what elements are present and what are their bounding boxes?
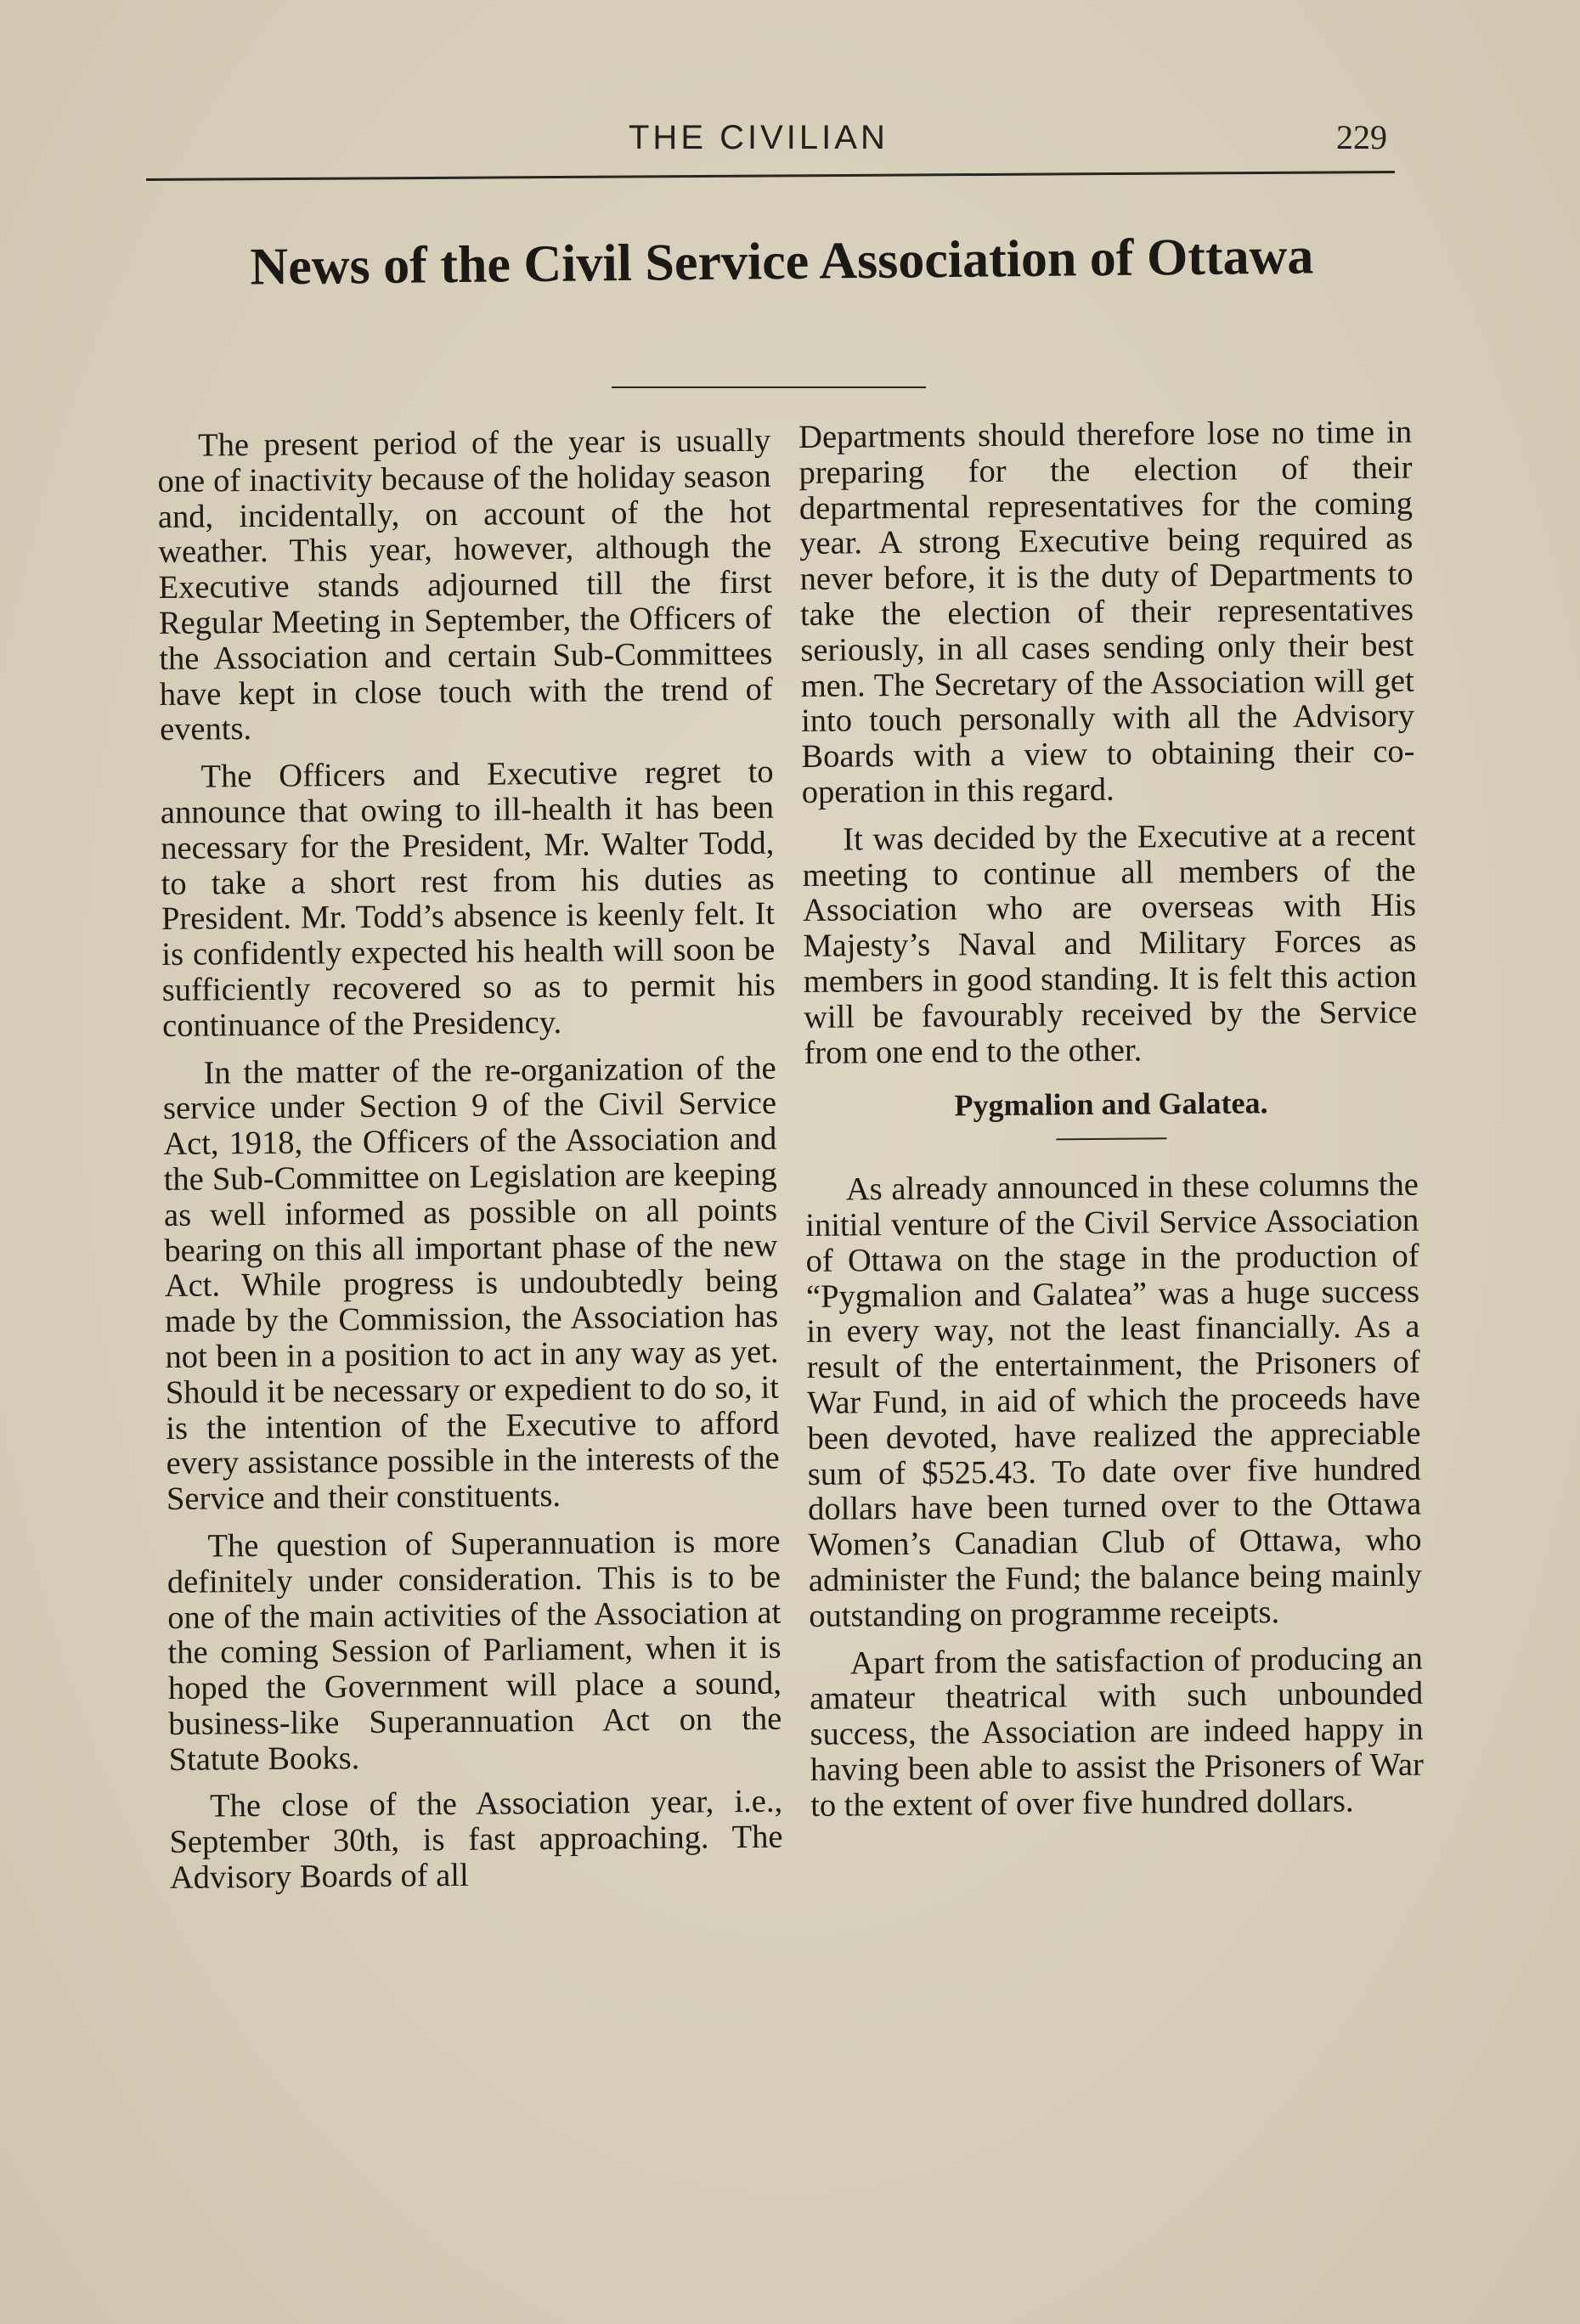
right-column bbox=[798, 415, 1425, 1836]
paragraph-inactivity: The present period of the year is usually one of inactivity because of the holiday season and, incidentally, on account of the hot weather. This year, however, although the Executive stands adjourned till the first Regular Meeting in September, the Officers of the Association and certain Sub-Committees have kept in close touch with the trend of events. bbox=[157, 422, 773, 748]
subheading-rule bbox=[1056, 1137, 1166, 1140]
paragraph-association-year: The close of the Association year, i.e., September 30th, is fast approaching. The Advisory Boards of all bbox=[169, 1784, 783, 1897]
paragraph-production-success: As already announced in these columns the initial venture of the Civil Service Association of Ottawa on the stage in the production of “Pygmalion and Galatea” was a huge success in every way, not the least financially. As a result of the entertainment, the Prisoners of War Fund, in aid of which the proceeds have been devoted, have realized the appreciable sum of $525.43. To date over five hundred dollars have been turned over to the Ottawa Women’s Canadian Club of Ottawa, who administer the Fund; the balance being mainly outstanding on programme receipts. bbox=[805, 1166, 1423, 1634]
page-number: 229 bbox=[1336, 118, 1387, 156]
headline-rule bbox=[612, 386, 926, 388]
paragraph-prisoners-of-war: Apart from the satisfaction of producing an amateur theatrical with such unbounded success, the Association are indeed happy in having been able to assist the Prisoners of War to the extent of over five hundred dollars. bbox=[809, 1640, 1425, 1824]
header-rule bbox=[146, 171, 1395, 181]
paragraph-overseas-members: It was decided by the Executive at a recent meeting to continue all members of the Association who are overseas with His Majesty’s Naval and Military Forces as members in good standing. It is felt this action will be favourably received by the Service from one end to the other. bbox=[802, 816, 1418, 1071]
subheading-pygmalion: Pygmalion and Galatea. bbox=[954, 1086, 1268, 1123]
paragraph-superannuation: The question of Superannuation is more definitely under consideration. This is to be one of the main activities of the Association at the coming Session of Parliament, when it is hoped the Government will place a sound, business-like Superannuation Act on the Statute Books. bbox=[166, 1523, 782, 1778]
paragraph-president-health: The Officers and Executive regret to announce that owing to ill-health it has been necessary for the President, Mr. Walter Todd, to take a short rest from his duties as President. Mr. Todd’s absence is keenly felt. It is confidently expected his health will soon be sufficiently recovered so as to permit his continuance of the Presidency. bbox=[160, 753, 776, 1044]
running-title: THE CIVILIAN bbox=[629, 119, 889, 156]
article-headline: News of the Civil Service Association of Ottawa bbox=[250, 227, 1314, 296]
paragraph-departments: Departments should therefore lose no time in preparing for the election of their departmental representatives for the coming year. A strong Executive being required as never before, it is the duty of Departments to take the election of their representatives seriously, in all cases sending only their best men. The Secretary of the Association will get into touch personally with all the Advisory Boards with a view to obtaining their co-operation in this regard. bbox=[798, 414, 1415, 810]
paragraph-reorganization: In the matter of the re-organization of the service under Section 9 of the Civil Service Act, 1918, the Officers of the Association and the Sub-Committee on Legislation are keeping as well informed as possible on all points bearing on this all important phase of the new Act. While progress is undoubtedly being made by the Commission, the Association has not been in a position to act in any way as yet. Should it be necessary or expedient to do so, it is the intention of the Executive to afford every assistance possible in the interests of the Service and their constituents. bbox=[162, 1050, 780, 1518]
left-column bbox=[157, 424, 783, 1909]
